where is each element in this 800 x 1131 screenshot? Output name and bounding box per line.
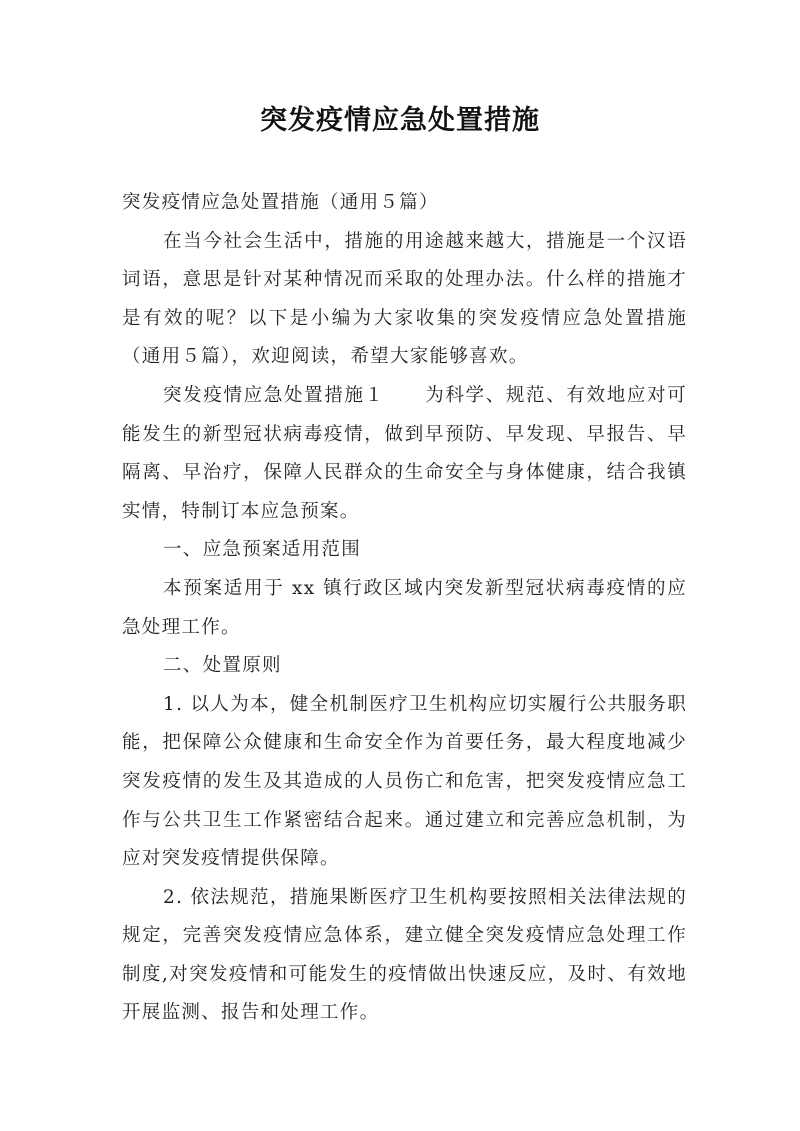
section-1-heading: 突发疫情应急处置措施１ <box>163 384 385 406</box>
document-body <box>122 184 687 1033</box>
subtitle: 突发疫情应急处置措施（通用５篇） <box>122 192 439 213</box>
scope-heading: 一、应急预案适用范围 <box>163 539 362 561</box>
document-title: 突发疫情应急处置措施 <box>260 105 540 136</box>
principle-2-paragraph: 2. 依法规范，措施果断医疗卫生机构要按照相关法律法规的规定，完善突发疫情应急体系，建立健全突发疫情应急处理工作制度,对突发疫情和可能发生的疫情做出快速反应，及时、有效地开展监测、报告和处理工作。 <box>122 886 687 1024</box>
section-1-paragraph <box>122 377 687 531</box>
intro-paragraph: 在当今社会生活中，措施的用途越来越大，措施是一个汉语词语，意思是针对某种情况而采取的处理办法。什么样的措施才是有效的呢？以下是小编为大家收集的突发疫情应急处置措施（通用５篇），欢迎阅读，希望大家能够喜欢。 <box>122 230 687 368</box>
section-1-text: 为科学、规范、有效地应对可能发生的新型冠状病毒疫情，做到早预防、早发现、早报告、早隔离、早治疗，保障人民群众的生命安全与身体健康，结合我镇实情，特制订本应急预案。 <box>122 384 687 522</box>
principles-heading: 二、处置原则 <box>163 655 282 677</box>
principle-1-paragraph: 1. 以人为本，健全机制医疗卫生机构应切实履行公共服务职能，把保障公众健康和生命安全作为首要任务，最大程度地减少突发疫情的发生及其造成的人员伤亡和危害，把突发疫情应急工作与公共卫生工作紧密结合起来。通过建立和完善应急机制，为应对突发疫情提供保障。 <box>122 693 687 870</box>
scope-paragraph: 本预案适用于 xx 镇行政区域内突发新型冠状病毒疫情的应急处理工作。 <box>122 577 687 638</box>
